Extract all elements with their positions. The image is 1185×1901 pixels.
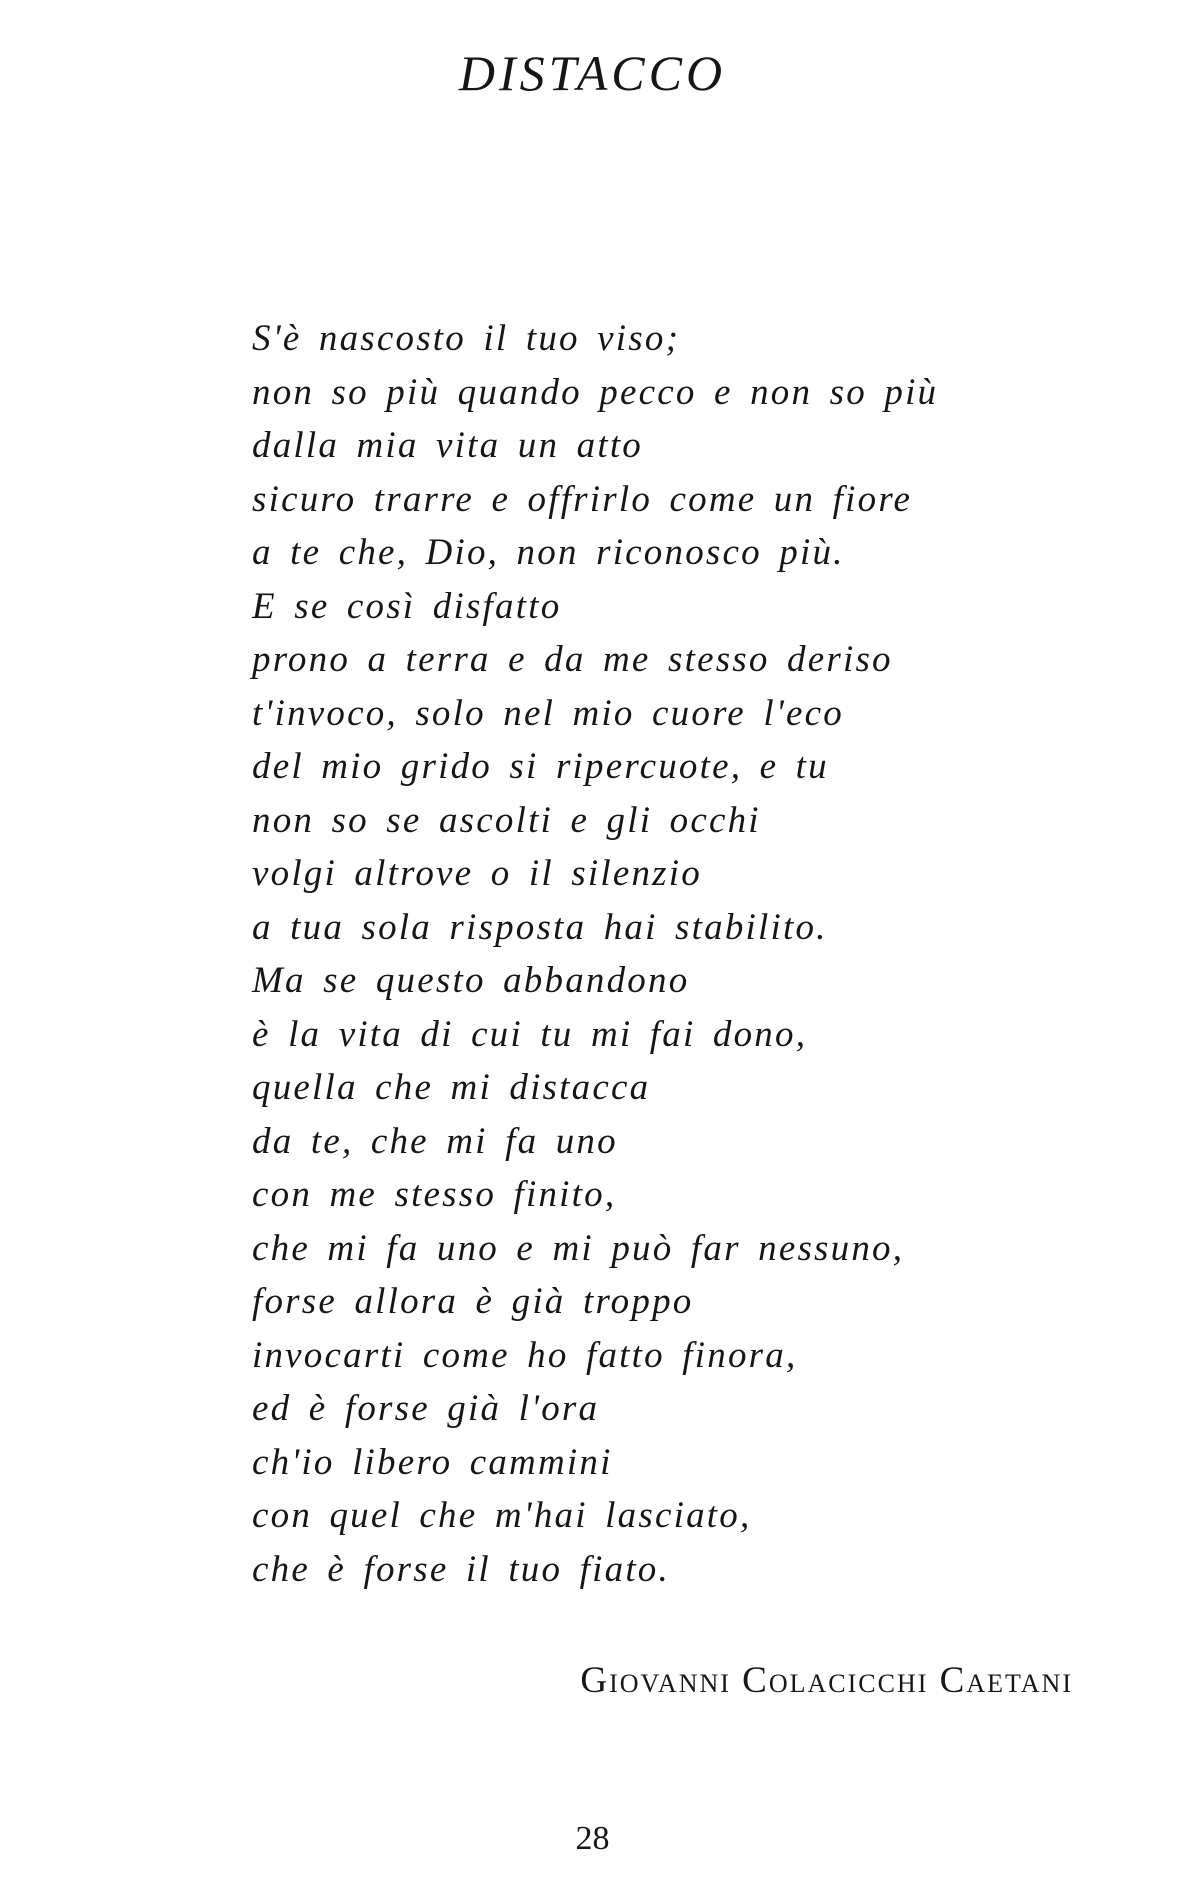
poem-line: è la vita di cui tu mi fai dono, <box>252 1013 808 1055</box>
poem-author: Giovanni Colacicchi Caetani <box>580 1660 1073 1701</box>
page-number: 28 <box>575 1820 610 1857</box>
poem-body <box>252 312 1032 1596</box>
poem-line: ch'io libero cammini <box>252 1441 613 1483</box>
poem-line: non so più quando pecco e non so più <box>252 371 939 413</box>
poem-line: del mio grido si ripercuote, e tu <box>252 746 829 787</box>
poem-line: invocarti come ho fatto finora, <box>252 1334 798 1376</box>
poem-line: forse allora è già troppo <box>252 1281 694 1322</box>
poem-line: Ma se questo abbandono <box>252 960 690 1001</box>
poem-line: che è forse il tuo fiato. <box>252 1548 670 1590</box>
poem-line: prono a terra e da me stesso deriso <box>252 639 893 680</box>
poem-line: da te, che mi fa uno <box>252 1120 618 1162</box>
poem-line: dalla mia vita un atto <box>252 425 644 466</box>
poem-title: DISTACCO <box>458 45 727 101</box>
poem-line: a te che, Dio, non riconosco più. <box>252 532 845 573</box>
poem-line: S'è nascosto il tuo viso; <box>252 318 681 359</box>
poem-line: E se così disfatto <box>252 585 562 627</box>
poem-line: volgi altrove o il silenzio <box>252 853 702 894</box>
poem-line: non so se ascolti e gli occhi <box>252 799 761 841</box>
poem-line: quella che mi distacca <box>252 1067 651 1108</box>
poem-line: sicuro trarre e offrirlo come un fiore <box>252 478 913 520</box>
poem-line: che mi fa uno e mi può far nessuno, <box>252 1227 905 1269</box>
poem-line: con me stesso finito, <box>252 1174 617 1215</box>
poem-line: ed è forse già l'ora <box>252 1388 600 1429</box>
poem-line: t'invoco, solo nel mio cuore l'eco <box>252 692 844 734</box>
poem-line: a tua sola risposta hai stabilito. <box>252 906 828 948</box>
poem-line: con quel che m'hai lasciato, <box>252 1495 752 1536</box>
